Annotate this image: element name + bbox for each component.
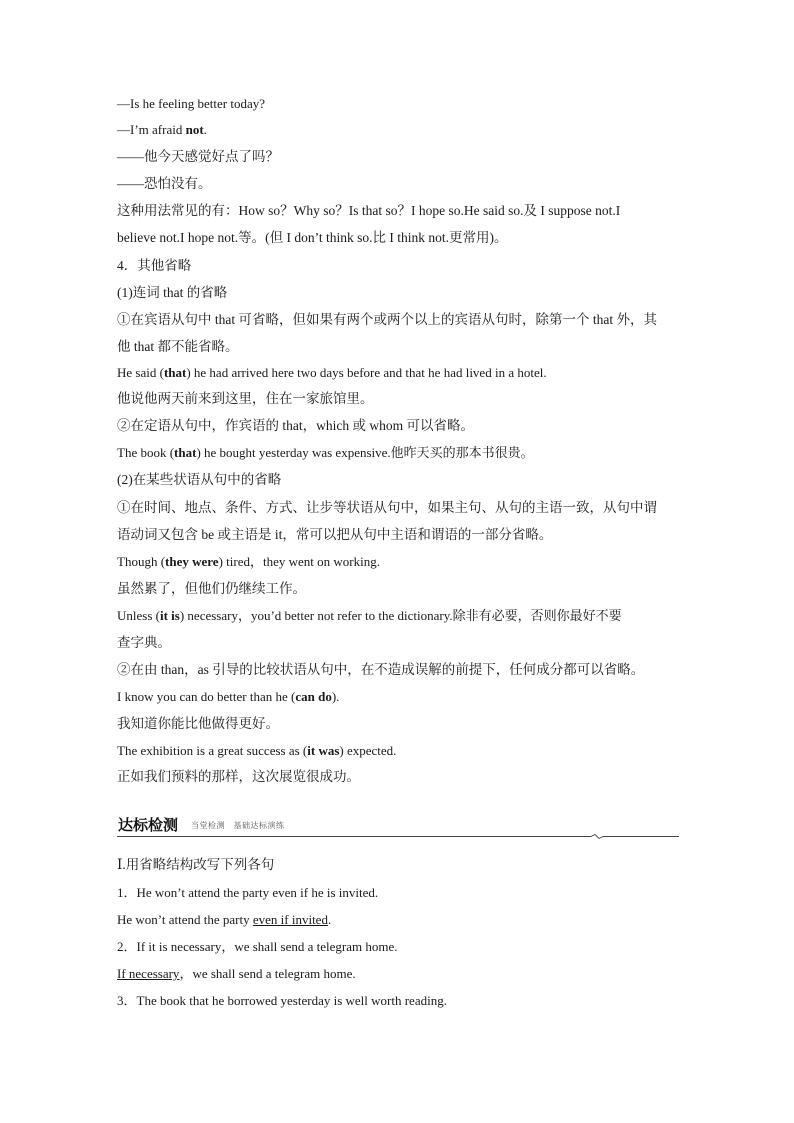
exercise-answer-1	[117, 911, 679, 929]
text: Though (	[117, 554, 166, 569]
bold-keyword: it was	[307, 743, 340, 758]
text: —I’m afraid	[117, 122, 186, 137]
text: ) he had arrived here two days before and that he had lived in a hotel.	[186, 365, 547, 380]
exercise-question-3: 3．The book that he borrowed yesterday is well worth reading.	[117, 993, 447, 1008]
rule-object-clause-line1: ①在宾语从句中 that 可省略，但如果有两个或两个以上的宾语从句时，除第一个 that 外，其	[117, 312, 657, 327]
example-sentence-5	[117, 688, 679, 706]
subheading-that-omission: (1)连词 that 的省略	[117, 285, 228, 300]
usage-note-line1: 这种用法常见的有：How so？Why so？Is that so？I hope so.He said so.及 I suppose not.I	[117, 203, 621, 218]
exercise-question-1: 1．He won’t attend the party even if he is invited.	[117, 885, 379, 900]
answer-underlined: even if invited	[252, 912, 328, 927]
example-sentence-3	[117, 553, 679, 571]
text: ) tired，they went on working.	[218, 554, 380, 569]
text: ，we shall send a telegram home.	[179, 966, 356, 981]
example-translation-1: 他说他两天前来到这里，住在一家旅馆里。	[117, 391, 374, 406]
text: ) he bought yesterday was expensive.他昨天买的那本书很贵。	[196, 445, 534, 460]
text: I know you can do better than he (	[117, 689, 296, 704]
dialogue-question-en	[117, 95, 679, 113]
bold-keyword: it is	[159, 608, 180, 623]
usage-note-line2: believe not.I hope not.等。(但 I don’t think so.比 I think not.更常用)。	[117, 230, 508, 245]
example-sentence-1	[117, 364, 679, 382]
example-sentence-6	[117, 742, 679, 760]
heading-other-ellipsis: 4．其他省略	[117, 258, 192, 273]
bold-keyword: that	[174, 445, 197, 460]
dialogue-answer-zh: ——恐怕没有。	[117, 176, 212, 191]
example-translation-5: 我知道你能比他做得更好。	[117, 716, 279, 731]
text: ).	[331, 689, 340, 704]
section-subtitle: 当堂检测 基础达标演练	[191, 821, 285, 830]
exercise-answer-2	[117, 965, 679, 983]
text: The book (	[117, 445, 175, 460]
text: —Is he feeling better today?	[117, 96, 265, 111]
section-title: 达标检测	[118, 816, 179, 834]
section-divider	[117, 834, 679, 840]
example-sentence-4-continued: 查字典。	[117, 635, 171, 650]
section-header	[117, 812, 679, 840]
text: He won’t attend the party	[117, 912, 253, 927]
text: He said (	[117, 365, 164, 380]
rule-object-clause-line2: 他 that 都不能省略。	[117, 339, 239, 354]
example-sentence-2	[117, 444, 679, 462]
rule-comparative-clause: ②在由 than，as 引导的比较状语从句中，在不造成误解的前提下，任何成分都可以省略。	[117, 662, 645, 677]
rule-adverbial-line2: 语动词又包含 be 或主语是 it，常可以把从句中主语和谓语的一部分省略。	[117, 527, 553, 542]
exercise-heading: Ⅰ.用省略结构改写下列各句	[117, 857, 275, 872]
text: ) expected.	[339, 743, 397, 758]
example-translation-6: 正如我们预料的那样，这次展览很成功。	[117, 769, 360, 784]
text: Unless (	[117, 608, 160, 623]
bold-keyword: they were	[165, 554, 219, 569]
rule-adverbial-line1: ①在时间、地点、条件、方式、让步等状语从句中，如果主句、从句的主语一致，从句中谓	[117, 500, 657, 515]
text: .	[203, 122, 207, 137]
dialogue-question-zh: ——他今天感觉好点了吗？	[117, 149, 279, 164]
dialogue-answer-en	[117, 121, 679, 139]
example-sentence-4	[117, 607, 679, 625]
bold-keyword: that	[163, 365, 187, 380]
subheading-adverbial-clause: (2)在某些状语从句中的省略	[117, 472, 282, 487]
text: ) necessary，you’d better not refer to the dictionary.除非有必要，否则你最好不要	[179, 608, 622, 623]
bold-keyword: not	[185, 122, 204, 137]
answer-underlined: If necessary	[117, 966, 180, 981]
example-translation-3: 虽然累了，但他们仍继续工作。	[117, 581, 306, 596]
bold-keyword: can do	[295, 689, 332, 704]
exercise-question-2: 2．If it is necessary，we shall send a telegram home.	[117, 939, 398, 954]
text: The exhibition is a great success as (	[117, 743, 308, 758]
text: .	[327, 912, 332, 927]
rule-attributive-clause: ②在定语从句中，作宾语的 that，which 或 whom 可以省略。	[117, 418, 474, 433]
